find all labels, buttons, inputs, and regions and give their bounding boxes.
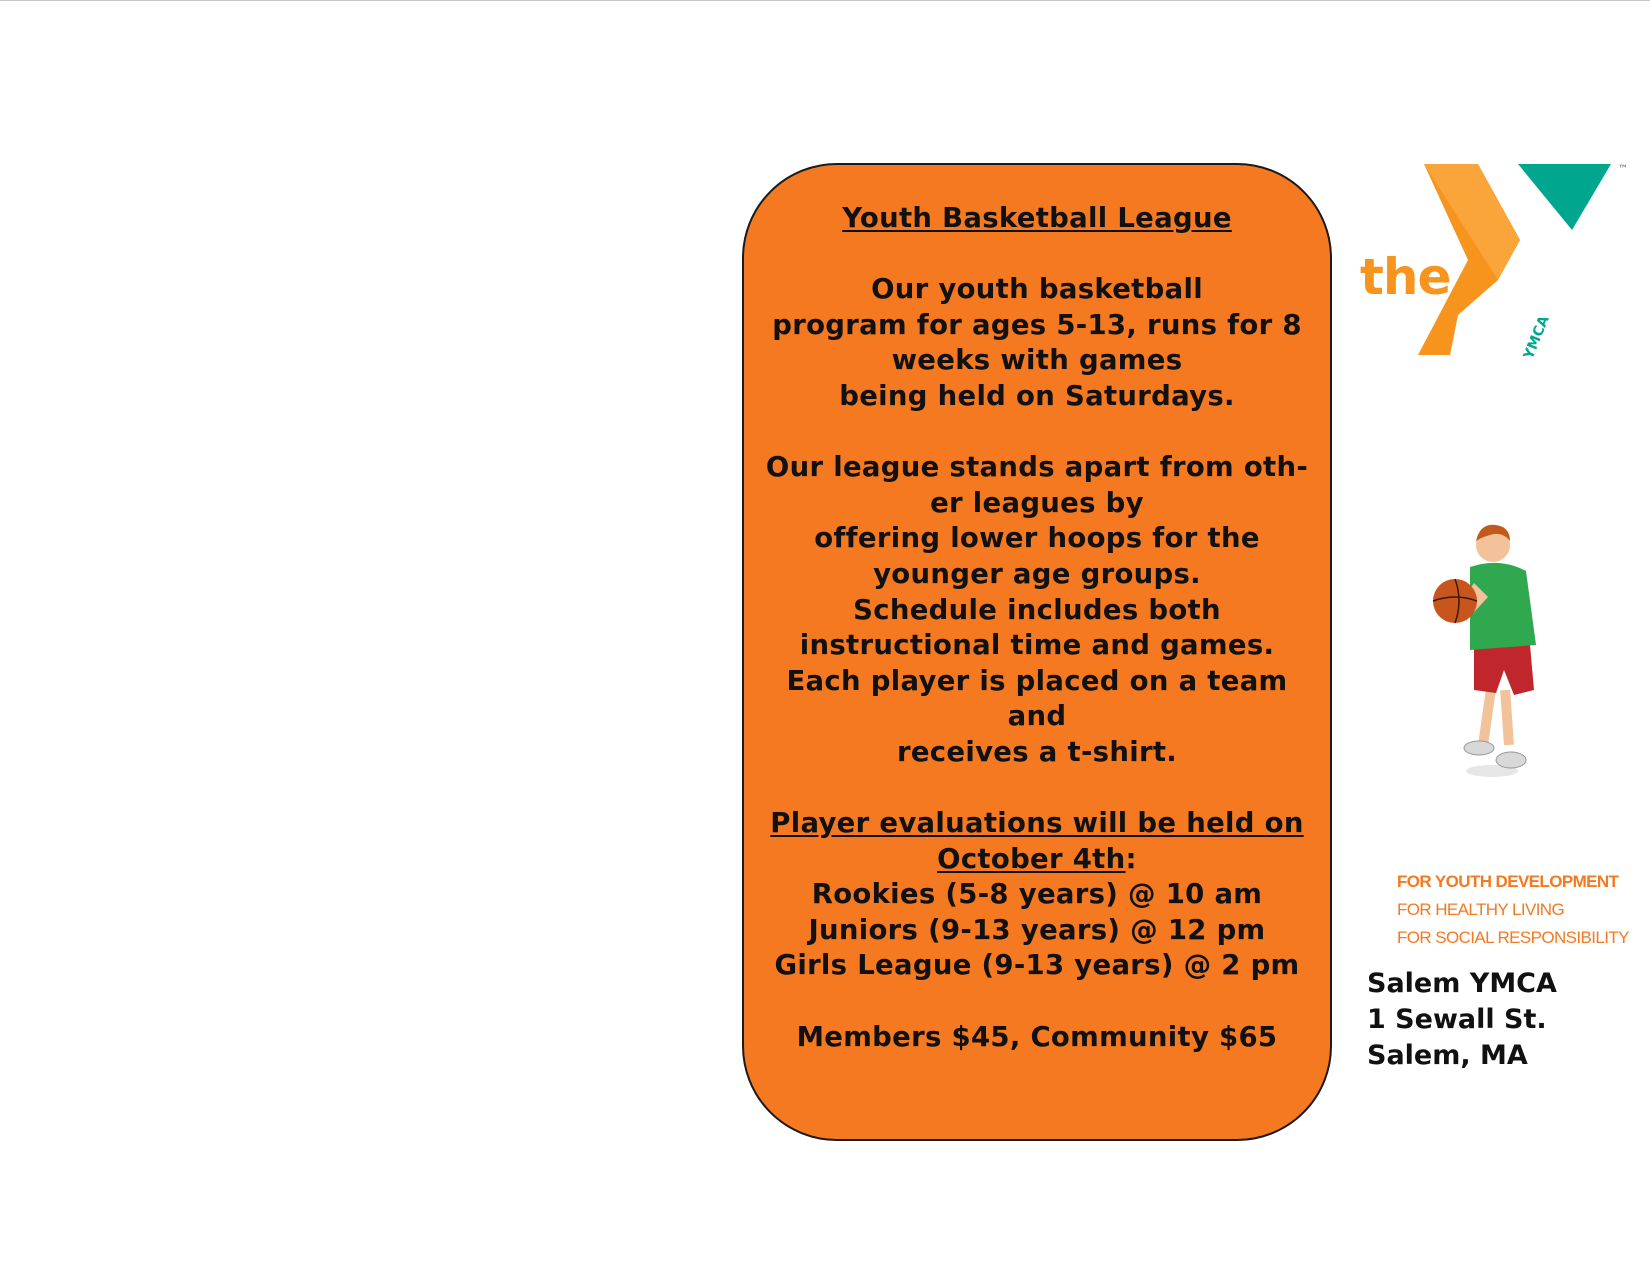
schedule-item: Rookies (5-8 years) @ 10 am	[811, 878, 1263, 911]
evaluations-heading: Player evaluations will be held on	[770, 807, 1304, 840]
details-line: Our league stands apart from oth-	[765, 451, 1309, 484]
top-rule	[0, 0, 1650, 1]
intro-line: program for ages 5-13, runs for 8	[772, 308, 1302, 341]
address-line: 1 Sewall St.	[1367, 1004, 1547, 1035]
details-line: younger age groups.	[873, 557, 1201, 590]
evaluations-date-text: October 4th	[937, 842, 1126, 875]
boy-with-basketball-illustration	[1430, 505, 1560, 785]
intro-line: being held on Saturdays.	[839, 379, 1235, 412]
trademark: ™	[1618, 164, 1628, 175]
ymca-taglines	[1397, 868, 1629, 952]
tagline: FOR YOUTH DEVELOPMENT	[1397, 872, 1619, 891]
flyer-card	[742, 163, 1332, 1141]
details-line: Schedule includes both	[853, 593, 1221, 626]
flyer-title: Youth Basketball League	[842, 202, 1232, 234]
tagline: FOR HEALTHY LIVING	[1397, 900, 1565, 919]
schedule-item: Girls League (9-13 years) @ 2 pm	[774, 949, 1300, 982]
ymca-logo	[1360, 160, 1640, 370]
details-line: Each player is placed on a team	[786, 664, 1288, 697]
logo-word: the	[1360, 248, 1451, 306]
flyer-text	[744, 201, 1330, 1055]
details-line: er leagues by	[930, 486, 1144, 519]
tagline: FOR SOCIAL RESPONSIBILITY	[1397, 928, 1629, 947]
evaluations-date	[744, 842, 1330, 878]
details-line: offering lower hoops for the	[814, 522, 1260, 555]
logo-letters: YMCA	[1520, 313, 1553, 362]
details-line: and	[1007, 700, 1067, 733]
y-mark-icon	[1360, 160, 1640, 370]
address-line: Salem YMCA	[1367, 968, 1557, 999]
details-line: instructional time and games.	[799, 629, 1275, 662]
evaluations-date-colon: :	[1125, 842, 1137, 875]
pricing: Members $45, Community $65	[796, 1020, 1278, 1053]
intro-line: weeks with games	[891, 344, 1183, 377]
schedule-item: Juniors (9-13 years) @ 12 pm	[808, 913, 1266, 946]
intro-line: Our youth basketball	[871, 273, 1203, 306]
details-line: receives a t-shirt.	[896, 735, 1178, 768]
address-line: Salem, MA	[1367, 1040, 1528, 1071]
address-block	[1367, 966, 1557, 1074]
